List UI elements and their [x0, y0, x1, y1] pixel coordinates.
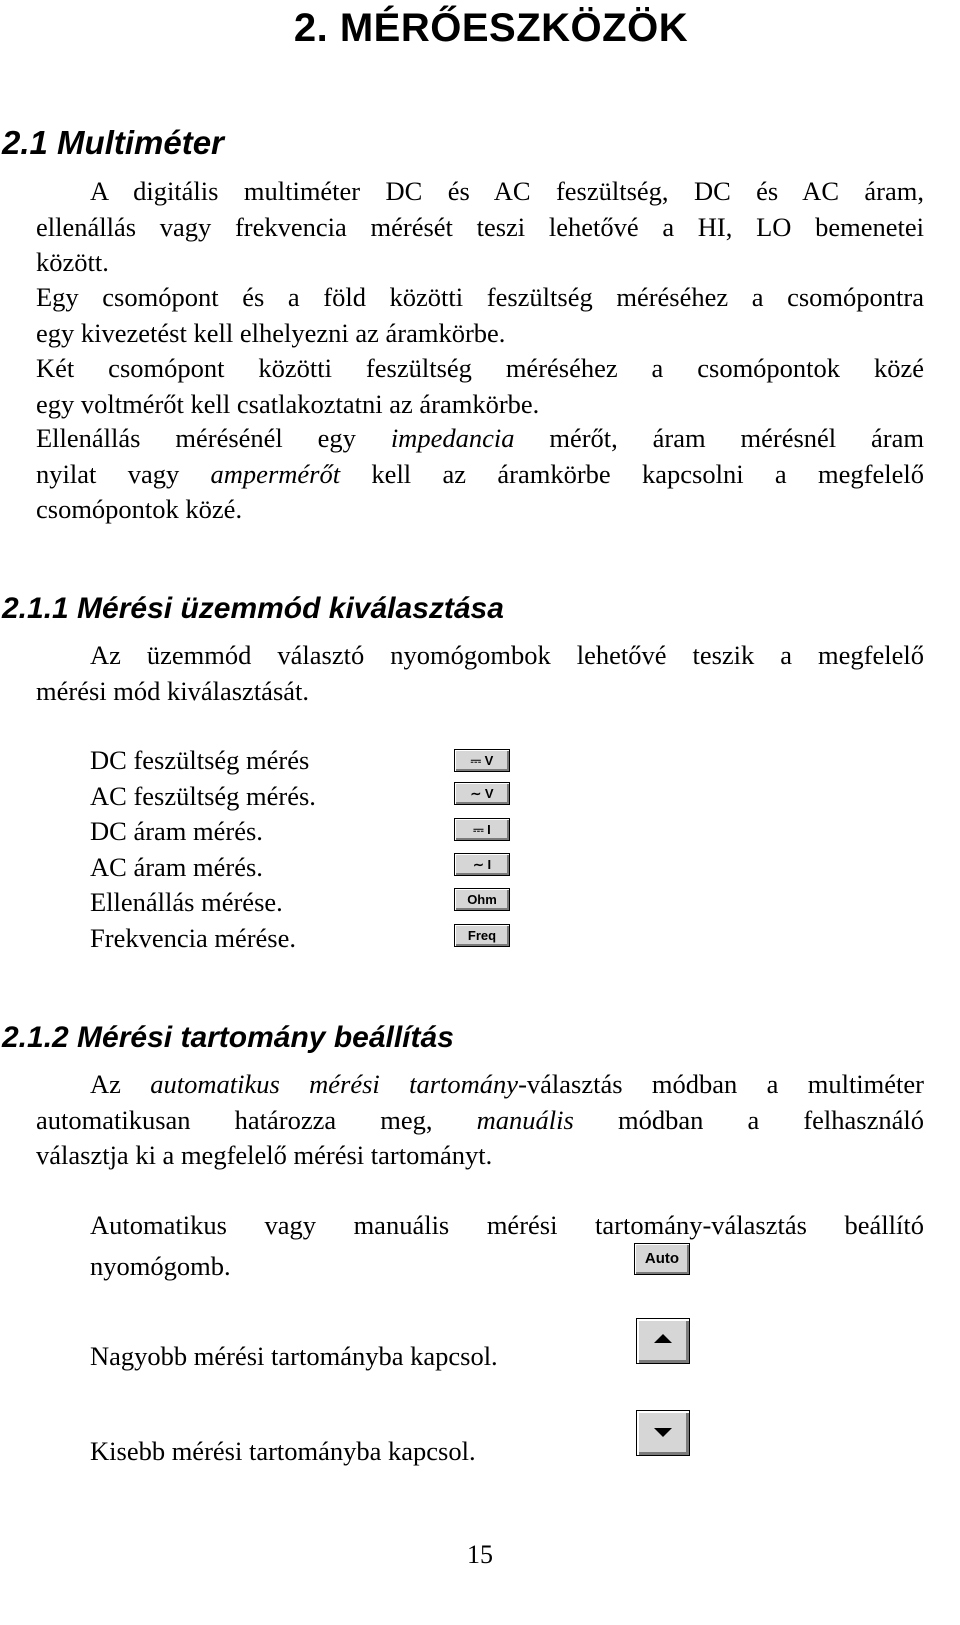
ac-voltage-button[interactable] — [454, 782, 510, 805]
mode-label-frequency: Frekvencia mérése. — [90, 922, 297, 953]
mode-label-dc-voltage: DC feszültség mérés — [90, 745, 310, 775]
frequency-button[interactable] — [454, 924, 510, 947]
mode-list — [90, 743, 316, 956]
dc-current-button[interactable] — [454, 818, 510, 841]
frequency-icon: Freq — [467, 928, 497, 943]
text-line: Az automatikus mérési tartomány-választás módban a multiméter — [90, 1069, 924, 1099]
auto-range-button-label: Auto — [644, 1250, 680, 1267]
ac-voltage-icon: ∼ V — [470, 786, 494, 801]
dc-current-icon: ⎓ I — [473, 822, 491, 837]
mode-label-ac-current: AC áram mérés. — [90, 851, 263, 882]
text-line: Egy csomópont és a föld közötti feszültség méréséhez a csomópontra — [36, 282, 924, 312]
text-line: Két csomópont közötti feszültség méréséhez a csomópontok közé — [36, 353, 924, 383]
text-line: ellenállás vagy frekvencia mérését teszi lehetővé a HI, LO bemenetei — [36, 211, 924, 242]
paragraph-multimeter-intro — [36, 174, 924, 281]
paragraph-mode-intro — [36, 638, 924, 709]
text-line: automatikusan határozza meg, manuális módban a felhasználó — [36, 1104, 925, 1135]
text-line: csomópontok közé. — [36, 494, 243, 524]
range-up-button[interactable] — [636, 1318, 690, 1364]
section-heading-mode-select: 2.1.1 Mérési üzemmód kiválasztása — [2, 592, 504, 625]
text-line: egy kivezetést kell elhelyezni az áramkörbe. — [36, 317, 506, 348]
text-line: Automatikus vagy manuális mérési tartomány-választás beállító — [90, 1210, 924, 1240]
text-line: nyomógomb. — [90, 1250, 231, 1281]
page-number: 15 — [467, 1540, 493, 1569]
text-line: választja ki a megfelelő mérési tartományt. — [36, 1140, 493, 1170]
arrow-up-icon — [654, 1334, 672, 1343]
paragraph-resistance-current — [36, 421, 924, 528]
ohm-icon: Ohm — [467, 892, 497, 907]
dc-voltage-icon: ⎓ V — [470, 753, 494, 768]
text-line: mérési mód kiválasztását. — [36, 675, 310, 706]
text-line: egy voltmérőt kell csatlakoztatni az áramkörbe. — [36, 388, 540, 419]
arrow-down-icon — [654, 1428, 672, 1437]
text-line: Az üzemmód választó nyomógombok lehetővé teszik a megfelelő — [90, 640, 924, 670]
ac-current-button[interactable] — [454, 853, 510, 876]
mode-label-resistance: Ellenállás mérése. — [90, 887, 283, 917]
text-line: A digitális multiméter DC és AC feszültség, DC és AC áram, — [90, 176, 924, 206]
section-heading-range: 2.1.2 Mérési tartomány beállítás — [2, 1021, 454, 1054]
range-down-label: Kisebb mérési tartományba kapcsol. — [90, 1436, 476, 1466]
paragraph-two-nodes — [36, 351, 924, 422]
ac-current-icon: ∼ I — [472, 857, 492, 872]
text-line: között. — [36, 247, 109, 277]
text-line: nyilat vagy ampermérőt kell az áramkörbe kapcsolni a megfelelő — [36, 458, 924, 489]
auto-range-button[interactable] — [634, 1243, 690, 1275]
paragraph-range-intro — [36, 1067, 924, 1174]
section-heading-multimeter: 2.1 Multiméter — [2, 124, 224, 161]
text-line: Ellenállás mérésénél egy impedancia mérőt, áram mérésnél áram — [36, 423, 924, 453]
ohm-button[interactable] — [454, 888, 510, 911]
auto-range-description — [90, 1208, 924, 1284]
page-title: 2. MÉRŐESZKÖZÖK — [293, 6, 689, 50]
dc-voltage-button[interactable] — [454, 749, 510, 772]
mode-label-dc-current: DC áram mérés. — [90, 816, 263, 846]
mode-label-ac-voltage: AC feszültség mérés. — [90, 780, 316, 811]
range-down-button[interactable] — [636, 1410, 690, 1456]
range-up-label: Nagyobb mérési tartományba kapcsol. — [90, 1341, 498, 1371]
paragraph-node-ground — [36, 280, 924, 351]
